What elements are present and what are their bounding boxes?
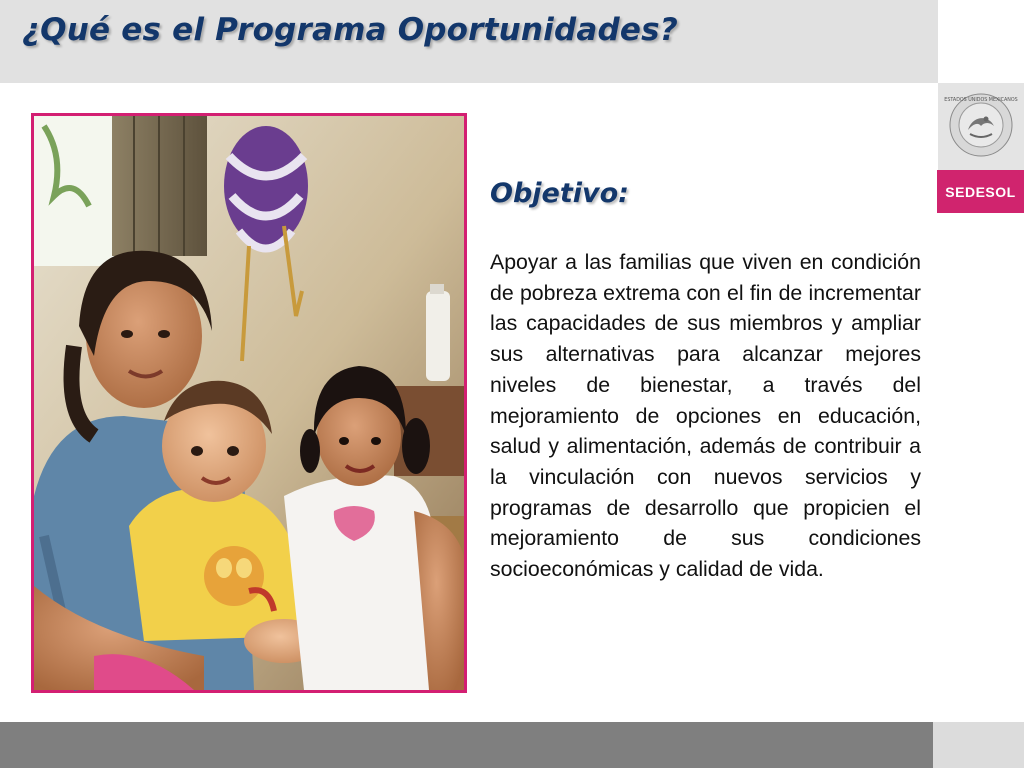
section-heading: Objetivo: <box>490 178 629 209</box>
footer-band <box>0 722 933 768</box>
footer-corner <box>933 722 1024 768</box>
family-photo-illustration <box>34 116 464 690</box>
seal-text: ESTADOS UNIDOS MEXICANOS <box>944 98 1018 103</box>
family-photo <box>31 113 467 693</box>
slide-title: ¿Qué es el Programa Oportunidades? <box>22 12 678 48</box>
sedesol-logo: SEDESOL <box>937 170 1024 213</box>
objective-paragraph: Apoyar a las familias que viven en condición de pobreza extrema con el fin de incrementar las capacidades de sus miembros y ampliar sus alternativas para alcanzar mejores niveles de bienestar, a través del mejoramiento de opciones en educación, salud y alimentación, además de contribuir a la vinculación con nuevos servicios y programas de desarrollo que propicien el mejoramiento de sus condiciones socioeconómicas y calidad de vida. <box>490 250 921 582</box>
seal-icon <box>944 92 1018 158</box>
